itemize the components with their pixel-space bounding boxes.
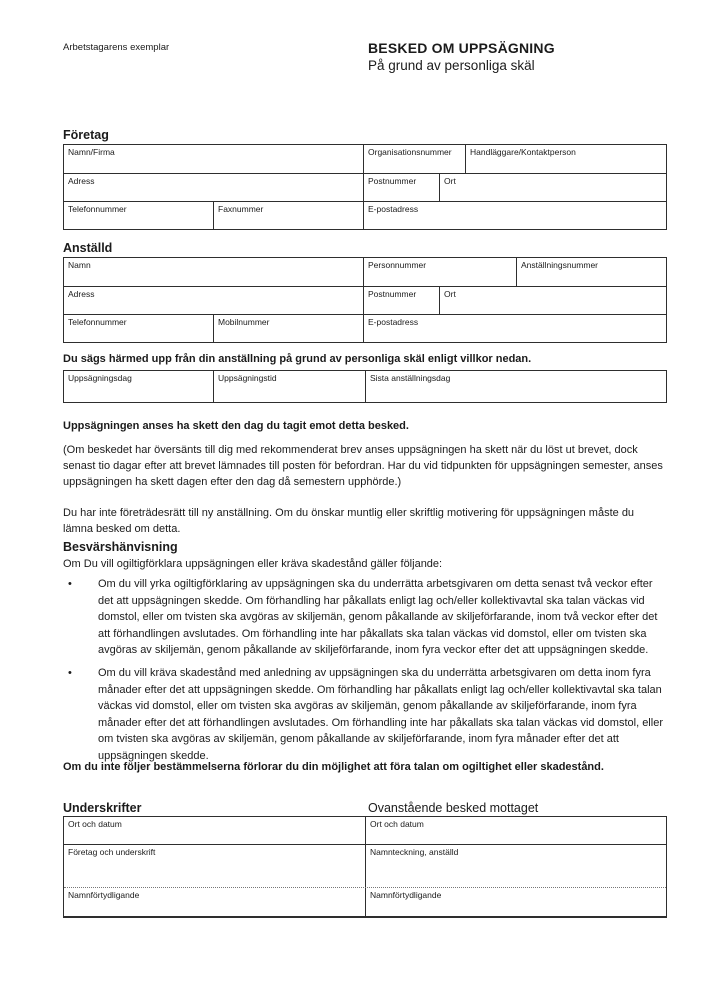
field-employee-zip[interactable] <box>363 287 439 314</box>
field-label: Faxnummer <box>218 204 264 214</box>
field-label: Namn <box>68 260 91 270</box>
section-heading-employee: Anställd <box>63 241 113 255</box>
field-label: Namnteckning, anställd <box>370 847 459 857</box>
appeal-closing: Om du inte följer bestämmelserna förlorar du din möjlighet att föra talan om ogiltighet eller skadestånd. <box>63 761 604 773</box>
paragraph-registered-mail: (Om beskedet har översänts till dig med rekommenderat brev anses uppsägningen ha skett när du löst ut brevet, dock senast tio dagar efter att brevet lämnades till posten för befordran. Har du vid tidpunkten för uppsägningen semester, anses uppsägningen ha skett dagen efter den dag då semestern upphörde.) <box>63 444 663 488</box>
field-label: Handläggare/Kontaktperson <box>470 147 576 157</box>
bullet-icon: • <box>68 578 72 590</box>
field-personal-number[interactable] <box>363 258 516 286</box>
field-employee-name-clarification[interactable] <box>365 888 666 916</box>
table-row <box>64 817 666 844</box>
field-label: Organisationsnummer <box>368 147 452 157</box>
copy-label: Arbetstagarens exemplar <box>63 42 170 53</box>
field-employee-city[interactable] <box>439 287 666 314</box>
field-company-signature[interactable] <box>64 845 365 887</box>
field-label: Telefonnummer <box>68 204 127 214</box>
field-company-email[interactable] <box>363 202 666 229</box>
table-row <box>64 887 666 916</box>
section-heading-notice-received: Ovanstående besked mottaget <box>368 801 539 815</box>
table-row <box>64 844 666 887</box>
field-label: Namnförtydligande <box>68 890 140 900</box>
table-row <box>64 286 666 314</box>
field-label: Uppsägningstid <box>218 373 277 383</box>
field-employee-address[interactable] <box>64 287 363 314</box>
title-block <box>368 40 555 73</box>
field-label: Ort och datum <box>370 819 424 829</box>
bullet-text: Om du vill kräva skadestånd med anledning av uppsägningen ska du underrätta arbetsgivaren om detta inom fyra månader efter det att uppsägningen skedde. Om förhandling har påkallats enligt lag och/eller kollektivavtal ska talan väckas vid domstol, eller om tvisten ska avgöras av skiljemän, genom påkallande av skiljeförfarande, inom fyra månader efter det att förhandlingen avslutades. Om förhandling inte har påkallats ska talan väckas vid domstol, eller om tvisten ska avgöras av skiljemän, genom påkallande av skiljeförfarande, inom fyra månader efter det att uppsägningen skedde. <box>98 667 663 762</box>
field-employee-signature[interactable] <box>365 845 666 887</box>
employee-table <box>63 257 667 343</box>
paragraph-receipt: Uppsägningen anses ha skett den dag du tagit emot detta besked. <box>63 420 409 432</box>
field-label: Ort och datum <box>68 819 122 829</box>
field-company-address[interactable] <box>64 174 363 201</box>
table-row <box>64 371 666 402</box>
field-notice-period[interactable] <box>213 371 365 402</box>
appeal-bullet-invalidity <box>63 576 664 659</box>
section-heading-appeal: Besvärshänvisning <box>63 540 178 554</box>
company-table <box>63 144 667 230</box>
field-employee-name[interactable] <box>64 258 363 286</box>
bullet-icon: • <box>68 667 72 679</box>
field-label: Ort <box>444 176 456 186</box>
field-label: Företag och underskrift <box>68 847 156 857</box>
field-label: Anställningsnummer <box>521 260 599 270</box>
section-heading-company: Företag <box>63 128 109 142</box>
terms-table <box>63 370 667 403</box>
field-label: Adress <box>68 176 95 186</box>
field-label: Sista anställningsdag <box>370 373 451 383</box>
termination-statement: Du sägs härmed upp från din anställning på grund av personliga skäl enligt villkor nedan. <box>63 353 532 365</box>
page-subtitle: På grund av personliga skäl <box>368 58 535 73</box>
field-contact-person[interactable] <box>465 145 666 173</box>
field-company-zip[interactable] <box>363 174 439 201</box>
field-org-number[interactable] <box>363 145 465 173</box>
field-label: Postnummer <box>368 289 417 299</box>
field-employee-place-date[interactable] <box>365 817 666 844</box>
signature-table <box>63 816 667 918</box>
field-employer-name-clarification[interactable] <box>64 888 365 916</box>
table-row <box>64 173 666 201</box>
field-last-employment-day[interactable] <box>365 371 666 402</box>
field-label: Telefonnummer <box>68 317 127 327</box>
field-company-fax[interactable] <box>213 202 363 229</box>
field-label: E-postadress <box>368 317 419 327</box>
field-label: Ort <box>444 289 456 299</box>
paragraph-reemployment: Du har inte företrädesrätt till ny anställning. Om du önskar muntlig eller skriftlig motivering för uppsägningen måste du lämna besked om detta. <box>63 507 635 535</box>
field-label: Namn/Firma <box>68 147 115 157</box>
appeal-intro: Om Du vill ogiltigförklara uppsägningen eller kräva skadestånd gäller följande: <box>63 558 443 570</box>
field-label: Mobilnummer <box>218 317 270 327</box>
page-title: BESKED OM UPPSÄGNING <box>368 40 555 56</box>
table-row <box>64 145 666 173</box>
table-row <box>64 314 666 342</box>
field-employee-phone[interactable] <box>64 315 213 342</box>
bullet-text: Om du vill yrka ogiltigförklaring av uppsägningen ska du underrätta arbetsgivaren om detta senast två veckor efter det att uppsägningen skedde. Om förhandling har påkallats enligt lag och/eller kollektivavtal ska talan väckas vid domstol, eller om tvisten ska avgöras av skiljemän, genom påkallande av skiljeförfarande, inom två veckor efter det att förhandlingen avslutades. Om förhandling inte har påkallats ska talan väckas vid domstol, eller om tvisten ska avgöras av skiljemän, genom påkallande av skiljeförfarande, inom fyra veckor efter det att uppsägningen skedde. <box>98 578 658 656</box>
field-employee-mobile[interactable] <box>213 315 363 342</box>
field-label: Personnummer <box>368 260 427 270</box>
field-label: Postnummer <box>368 176 417 186</box>
section-heading-signatures: Underskrifter <box>63 801 142 815</box>
field-employee-email[interactable] <box>363 315 666 342</box>
field-company-name[interactable] <box>64 145 363 173</box>
field-company-phone[interactable] <box>64 202 213 229</box>
field-termination-date[interactable] <box>64 371 213 402</box>
table-row <box>64 258 666 286</box>
field-company-city[interactable] <box>439 174 666 201</box>
field-label: E-postadress <box>368 204 419 214</box>
table-row <box>64 201 666 229</box>
field-label: Namnförtydligande <box>370 890 442 900</box>
field-label: Adress <box>68 289 95 299</box>
field-employment-number[interactable] <box>516 258 666 286</box>
field-label: Uppsägningsdag <box>68 373 132 383</box>
field-employer-place-date[interactable] <box>64 817 365 844</box>
appeal-bullet-damages <box>63 665 664 764</box>
